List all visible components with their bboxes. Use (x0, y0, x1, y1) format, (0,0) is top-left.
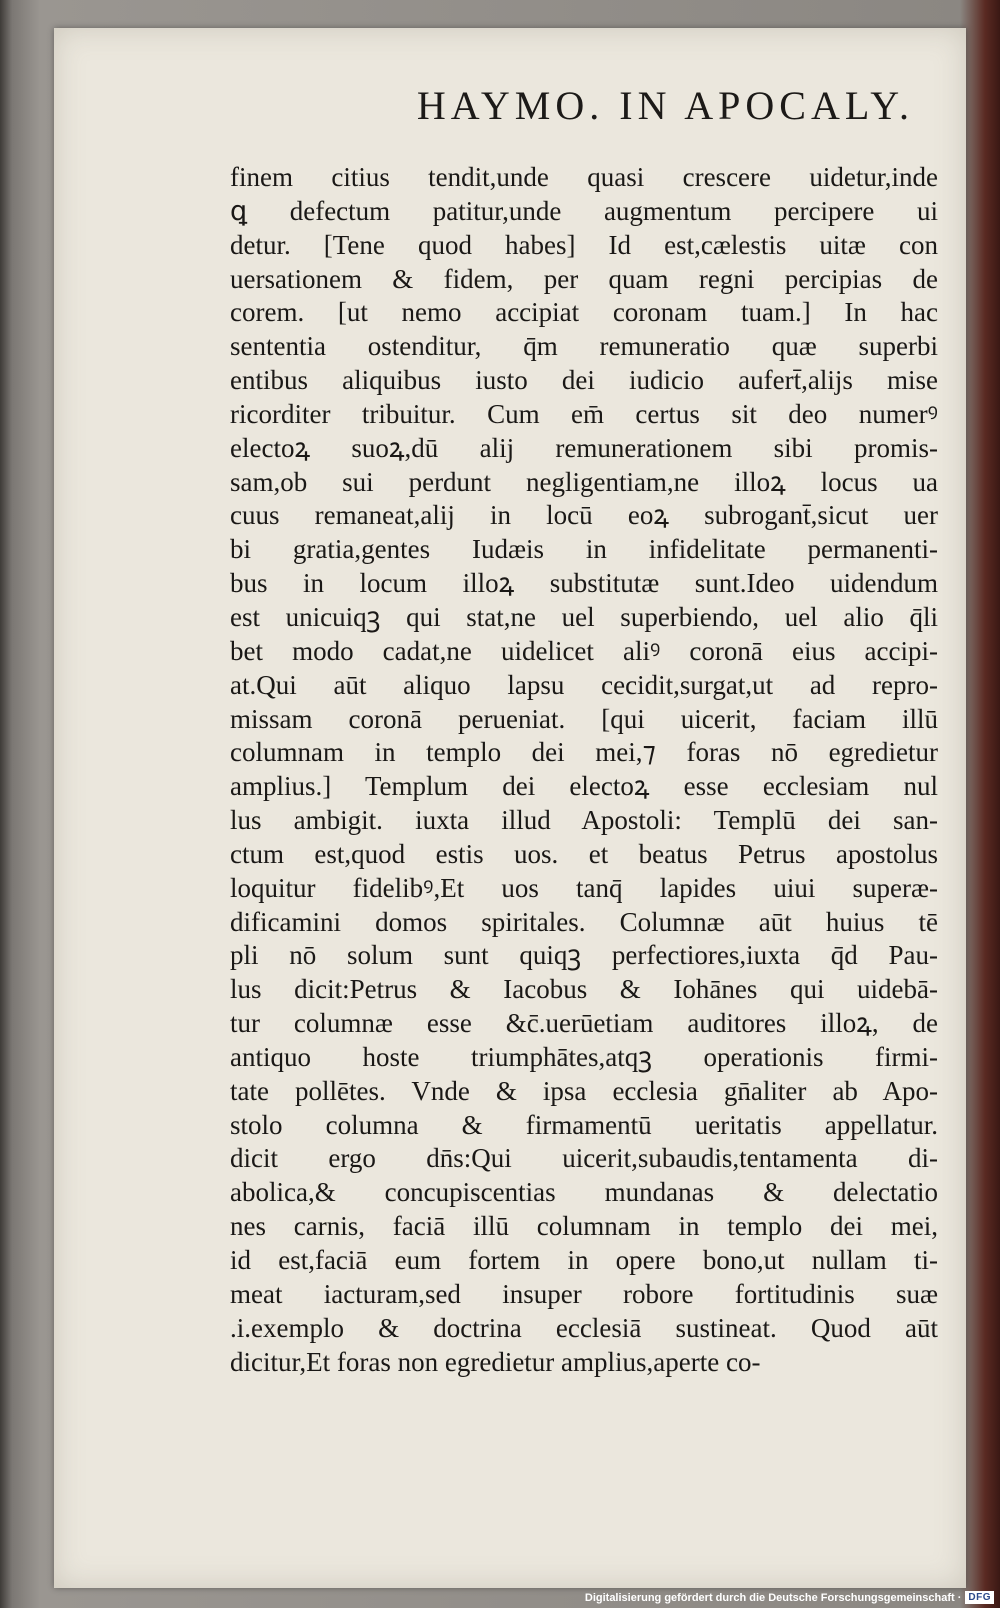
dfg-logo: DFG (965, 1591, 994, 1604)
text-line: entibus aliquibus iusto dei iudicio aufert̄,alijs mise (230, 365, 938, 396)
text-line: stolo columna & firmamentū ueritatis appellatur. (230, 1109, 938, 1140)
text-line: amplius.] Templum dei electoꝝ esse ecclesiam nul (230, 771, 938, 802)
text-line: sam,ob sui perdunt negligentiam,ne illoꝝ locus ua (230, 466, 938, 497)
text-line: bet modo cadat,ne uidelicet aliꝰ coronā eius accipi- (230, 635, 938, 666)
text-line: at.Qui aūt aliquo lapsu cecidit,surgat,ut ad repro- (230, 669, 938, 700)
text-line: electoꝝ suoꝝ,dū alij remunerationem sibi promis- (230, 432, 938, 463)
text-line: pli nō solum sunt quiqꝫ perfectiores,iuxta q̄d Pau- (230, 940, 938, 971)
text-line: ꝗ defectum patitur,unde augmentum percipere ui (230, 195, 938, 226)
text-line: bus in locum illoꝝ substitutæ sunt.Ideo uidendum (230, 568, 938, 599)
text-line: dicitur,Et foras non egredietur amplius,aperte co- (230, 1346, 761, 1377)
text-line: nes carnis, faciā illū columnam in templo dei mei, (230, 1211, 938, 1242)
text-line: corem. [ut nemo accipiat coronam tuam.] In hac (230, 297, 938, 328)
text-line: dificamini domos spiritales. Columnæ aūt huius tē (230, 906, 938, 937)
text-line: est unicuiqꝫ qui stat,ne uel superbiendo, uel alio q̄li (230, 601, 938, 632)
credit-text: Digitalisierung gefördert durch die Deutsche Forschungsgemeinschaft · (584, 1591, 962, 1604)
text-line: lus ambigit. iuxta illud Apostoli: Templū dei san- (230, 805, 938, 836)
text-line: id est,faciā eum fortem in opere bono,ut nullam ti- (230, 1245, 938, 1275)
text-line: meat iacturam,sed insuper robore fortitudinis suæ (230, 1278, 938, 1309)
text-line: abolica,& concupiscentias mundanas & delectatio (230, 1177, 938, 1208)
running-head: HAYMO. IN APOCALY. (416, 83, 914, 128)
text-line: columnam in templo dei mei,⁊ foras nō egredietur (230, 737, 938, 768)
digitization-credit (585, 1591, 994, 1604)
text-line: cuus remaneat,alij in locū eoꝝ subrogant̄,sicut uer (230, 500, 938, 531)
text-line: sententia ostenditur, q̄m remuneratio quæ superbi (230, 331, 938, 362)
text-line: missam coronā perueniat. [qui uicerit, faciam illū (230, 703, 938, 734)
text-line: tate pollētes. Vnde & ipsa ecclesia gn̄aliter ab Apo- (230, 1075, 938, 1106)
text-line: uersationem & fidem, per quam regni percipias de (230, 263, 938, 294)
text-line: tur columnæ esse &c̄.uerūetiam auditores illoꝝ, de (230, 1008, 938, 1039)
text-line: antiquo hoste triumphātes,atqꝫ operationis firmi- (230, 1041, 938, 1072)
text-block (230, 161, 938, 1379)
text-line: detur. [Tene quod habes] Id est,cælestis uitæ con (230, 229, 938, 260)
text-line: dicit ergo dn̄s:Qui uicerit,subaudis,tentamenta di- (230, 1143, 938, 1174)
text-line: lus dicit:Petrus & Iacobus & Iohānes qui uidebā- (230, 974, 938, 1005)
text-line: loquitur fidelibꝰ,Et uos tanq̄ lapides uiui superæ- (230, 872, 938, 903)
text-line: .i.exemplo & doctrina ecclesiā sustineat. Quod aūt (230, 1312, 938, 1343)
text-line: finem citius tendit,unde quasi crescere uidetur,inde (230, 162, 938, 192)
book-page (54, 28, 966, 1588)
text-line: ctum est,quod estis uos. et beatus Petrus apostolus (230, 838, 938, 869)
text-line: ricorditer tribuitur. Cum em̄ certus sit deo numerꝰ (230, 398, 938, 429)
text-line: bi gratia,gentes Iudæis in infidelitate permanenti- (230, 534, 938, 565)
